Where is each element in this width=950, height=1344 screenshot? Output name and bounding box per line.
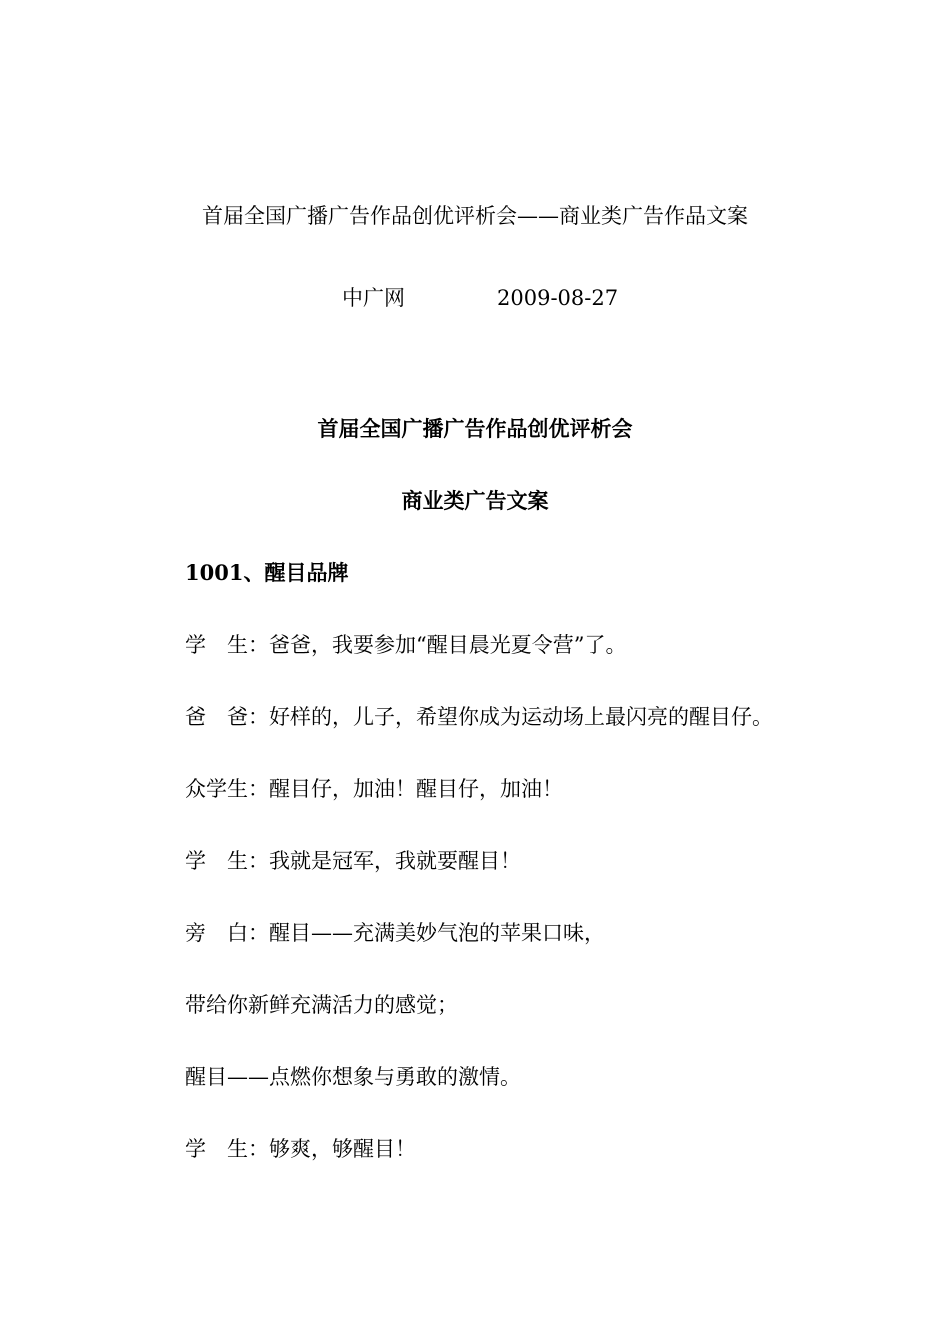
source-row <box>0 284 950 312</box>
section-title: 1001、醒目品牌 <box>185 560 349 585</box>
script-line: 醒目——点燃你想象与勇敢的激情。 <box>185 1065 521 1089</box>
script-line: 学 生：爸爸，我要参加“醒目晨光夏令营”了。 <box>185 633 627 657</box>
script-line: 学 生：够爽，够醒目！ <box>185 1137 416 1161</box>
heading-event: 首届全国广播广告作品创优评析会 <box>317 416 633 441</box>
script-line: 学 生：我就是冠军，我就要醒目！ <box>185 849 521 873</box>
script-line: 旁 白：醒目——充满美妙气泡的苹果口味， <box>185 921 605 945</box>
script-line: 带给你新鲜充满活力的感觉； <box>185 993 458 1017</box>
publish-date: 2009-08-27 <box>497 286 619 310</box>
script-line: 爸 爸：好样的，儿子，希望你成为运动场上最闪亮的醒目仔。 <box>185 705 773 729</box>
script-line: 众学生：醒目仔，加油！醒目仔，加油！ <box>185 777 563 801</box>
heading-category: 商业类广告文案 <box>401 488 549 513</box>
document-title: 首届全国广播广告作品创优评析会——商业类广告作品文案 <box>202 204 748 228</box>
source-name: 中广网 <box>342 286 405 310</box>
